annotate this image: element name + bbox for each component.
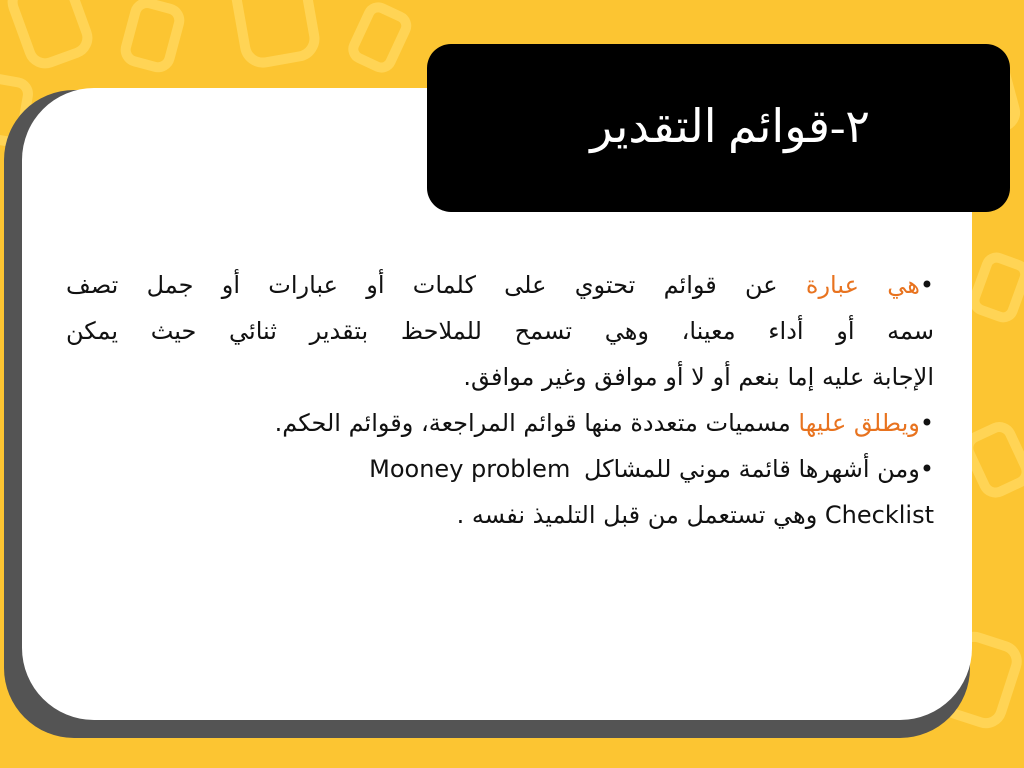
bullet-marker: • [919, 455, 934, 483]
bullet-2-text: مسميات متعددة منها قوائم المراجعة، وقوائم الحكم. [274, 409, 799, 437]
bullet-3-line-2-text: وهي تستعمل من قبل التلميذ نفسه . [456, 501, 825, 529]
bullet-3-line-2 [66, 492, 934, 538]
bullet-marker: • [919, 271, 935, 299]
bullet-2-line-1 [66, 400, 934, 446]
bullet-marker: • [919, 409, 934, 437]
slide-title: ٢-قوائم التقدير [590, 101, 870, 152]
bullet-1-line-2: سمه أو أداء معينا، وهي تسمح للملاحظ بتقدير ثنائي حيث يمكن [66, 317, 934, 345]
bullet-2-highlight: ويطلق عليها [798, 409, 920, 437]
bullet-3-line-1 [66, 446, 934, 492]
bullet-3-text: ومن أشهرها قائمة موني للمشاكل [576, 455, 920, 483]
bullet-1-line-1 [66, 262, 934, 308]
bullet-1-line-3: الإجابة عليه إما بنعم أو لا أو موافق وغير موافق. [463, 363, 934, 391]
bullet-1-text: عن قوائم تحتوي على كلمات أو عبارات أو جمل تصف [66, 271, 806, 299]
slide-body [66, 262, 934, 538]
bullet-3-line-2-latin: Checklist [824, 501, 934, 529]
bullet-1-highlight: هي عبارة [805, 271, 920, 299]
bullet-3-latin: Mooney problem [369, 455, 571, 483]
